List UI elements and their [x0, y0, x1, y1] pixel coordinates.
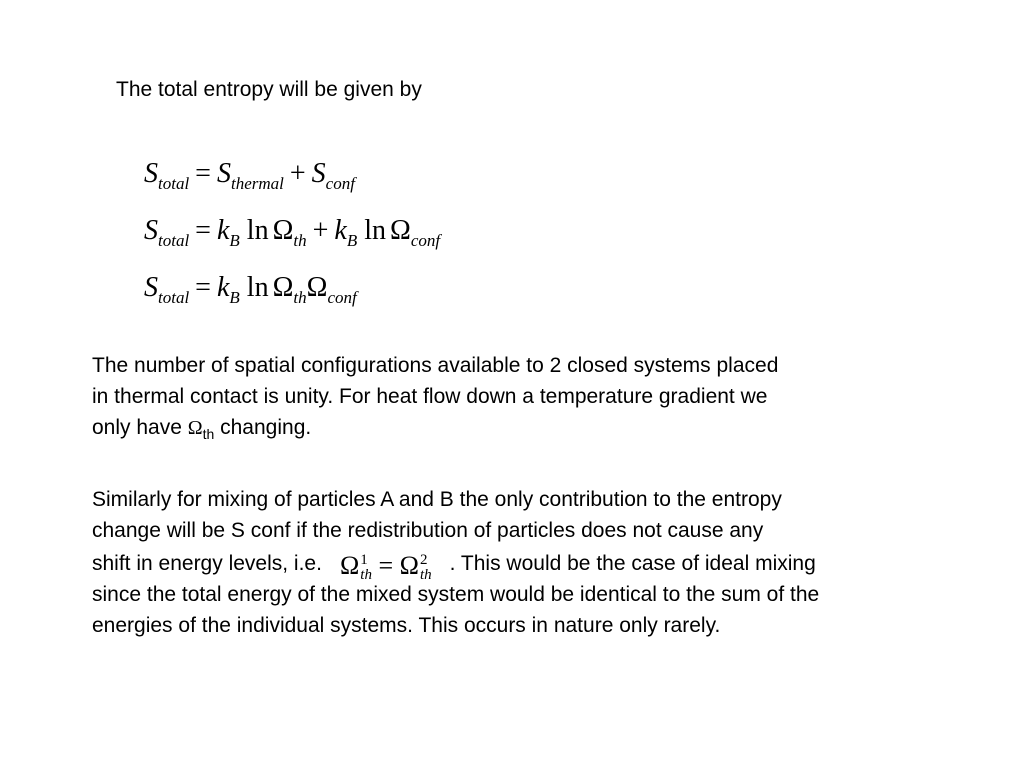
intro-text: The total entropy will be given by	[116, 78, 422, 101]
equation-entropy-sum: $S_{total} = S_{thermal} + S_{conf}$	[144, 158, 355, 193]
equation-boltzmann-product: $S_{total} = k_B$ $\ln \Omega_{th}\Omega_{conf}$	[144, 272, 357, 307]
paragraph-mixing: Similarly for mixing of particles A and B the only contribution to the entropy change will be S conf if the redistribution of particles does not cause any shift in energy levels, i.e. Ω 1 th = Ω 2 th . This would be the case of ideal mixing since the total energy of the mixed system would be identical to the sum of the energies of the individual systems. This occurs in nature only rarely.	[92, 488, 820, 638]
inline-equation-omega-equal: Ω 1 th = Ω 2 th	[339, 551, 432, 584]
equation-boltzmann-sum: $S_{total} = k_B$ $\ln \Omega_{th} + k_B$ $\ln \Omega_{conf}$	[144, 215, 441, 250]
paragraph-configurations: The number of spatial configurations available to 2 closed systems placed in thermal contact is unity. For heat flow down a temperature gradient we only have $\Omega_{th}$ changing.	[92, 354, 779, 442]
